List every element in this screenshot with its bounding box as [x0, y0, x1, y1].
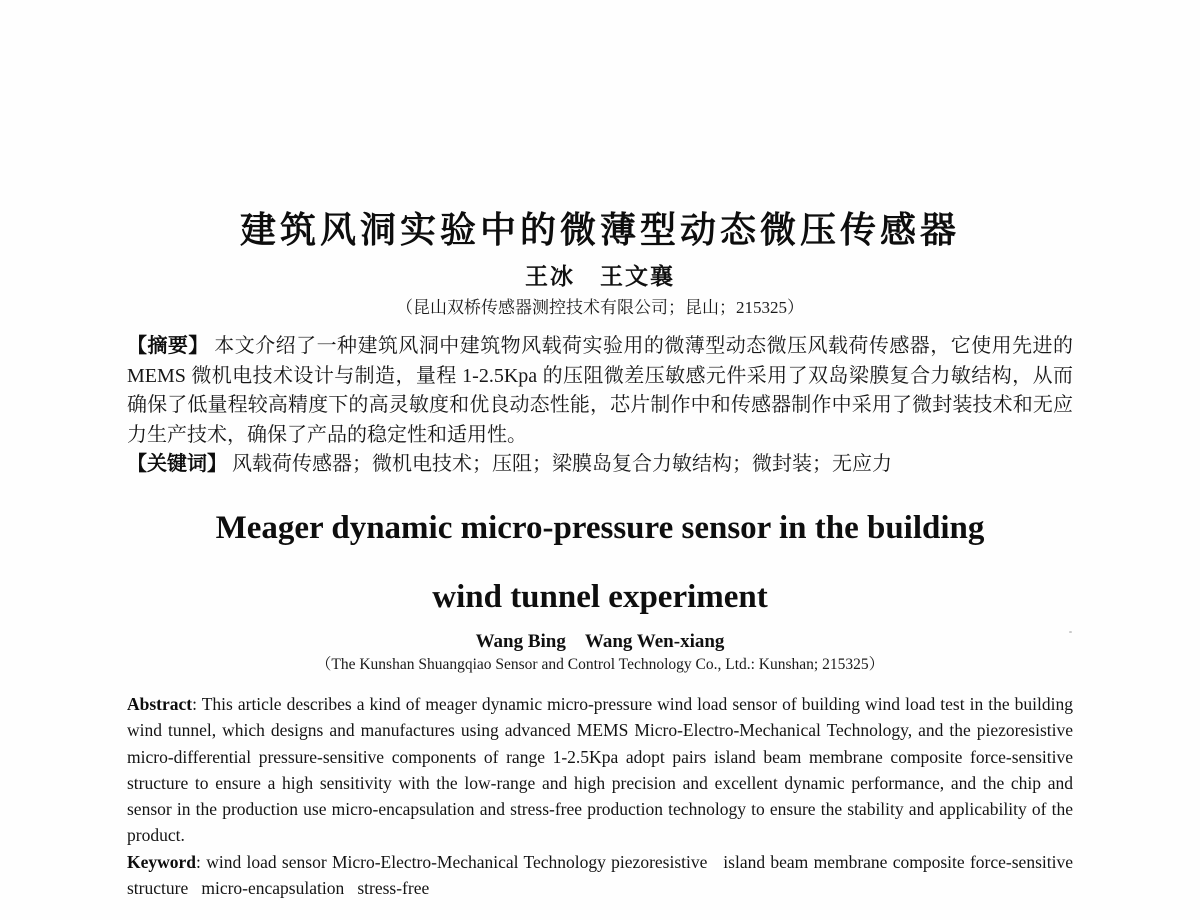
- english-abstract-text: : This article describes a kind of meager dynamic micro-pressure wind load sensor of building wind load test in the building wind tunnel, which designs and manufactures using advanced MEMS Micro-Electro-Mechanical Technology, and the piezoresistive micro-differential pressure-sensitive components of range 1-2.5Kpa adopt pairs island beam membrane composite force-sensitive structure to ensure a high sensitivity with the low-range and high precision and excellent dynamic performance, and the chip and sensor in the production use micro-encapsulation and stress-free production technology to ensure the stability and applicability of the product.: [127, 694, 1073, 846]
- english-abstract-paragraph: [127, 691, 1073, 849]
- english-abstract-block: [127, 691, 1078, 901]
- english-affiliation: （The Kunshan Shuangqiao Sensor and Control Technology Co., Ltd.: Kunshan; 215325）: [315, 656, 885, 673]
- english-keyword-paragraph: [127, 849, 1078, 902]
- chinese-authors: 王冰 王文襄: [525, 263, 675, 289]
- english-keyword-text: : wind load sensor Micro-Electro-Mechanical Technology piezoresistive island beam membrane composite force-sensitive structure micro-encapsulation stress-free: [127, 851, 1078, 899]
- chinese-abstract-paragraph: [127, 332, 1073, 450]
- chinese-abstract-text: 本文介绍了一种建筑风洞中建筑物风载荷实验用的微薄型动态微压风载荷传感器，它使用先进的 MEMS 微机电技术设计与制造，量程 1-2.5Kpa 的压阻微差压敏感元件采用了双岛梁膜复合力敏结构，从而确保了低量程较高精度下的高灵敏度和优良动态性能，芯片制作中和传感器制作中采用了微封装技术和无应力生产技术，确保了产品的稳定性和适用性。: [127, 335, 1074, 446]
- english-title-line1: Meager dynamic micro-pressure sensor in the building: [215, 510, 985, 546]
- chinese-affiliation: （昆山双桥传感器测控技术有限公司；昆山；215325）: [396, 298, 804, 317]
- english-keyword-label: Keyword: [127, 851, 197, 872]
- chinese-abstract-block: [127, 332, 1073, 480]
- english-authors: Wang Bing Wang Wen-xiang: [475, 631, 725, 652]
- chinese-abstract-label: 【摘要】: [127, 335, 209, 357]
- english-abstract-label: Abstract: [127, 694, 193, 714]
- english-title-line2: wind tunnel experiment: [432, 579, 768, 615]
- english-title: [0, 494, 1200, 632]
- chinese-title: 建筑风洞实验中的微薄型动态微压传感器: [239, 209, 960, 250]
- chinese-keywords-paragraph: [127, 450, 1073, 480]
- chinese-keywords-text: 风载荷传感器；微机电技术；压阻；梁膜岛复合力敏结构；微封装；无应力: [227, 453, 892, 475]
- chinese-keywords-label: 【关键词】: [127, 453, 227, 475]
- scan-artifact-speck: [1069, 631, 1072, 633]
